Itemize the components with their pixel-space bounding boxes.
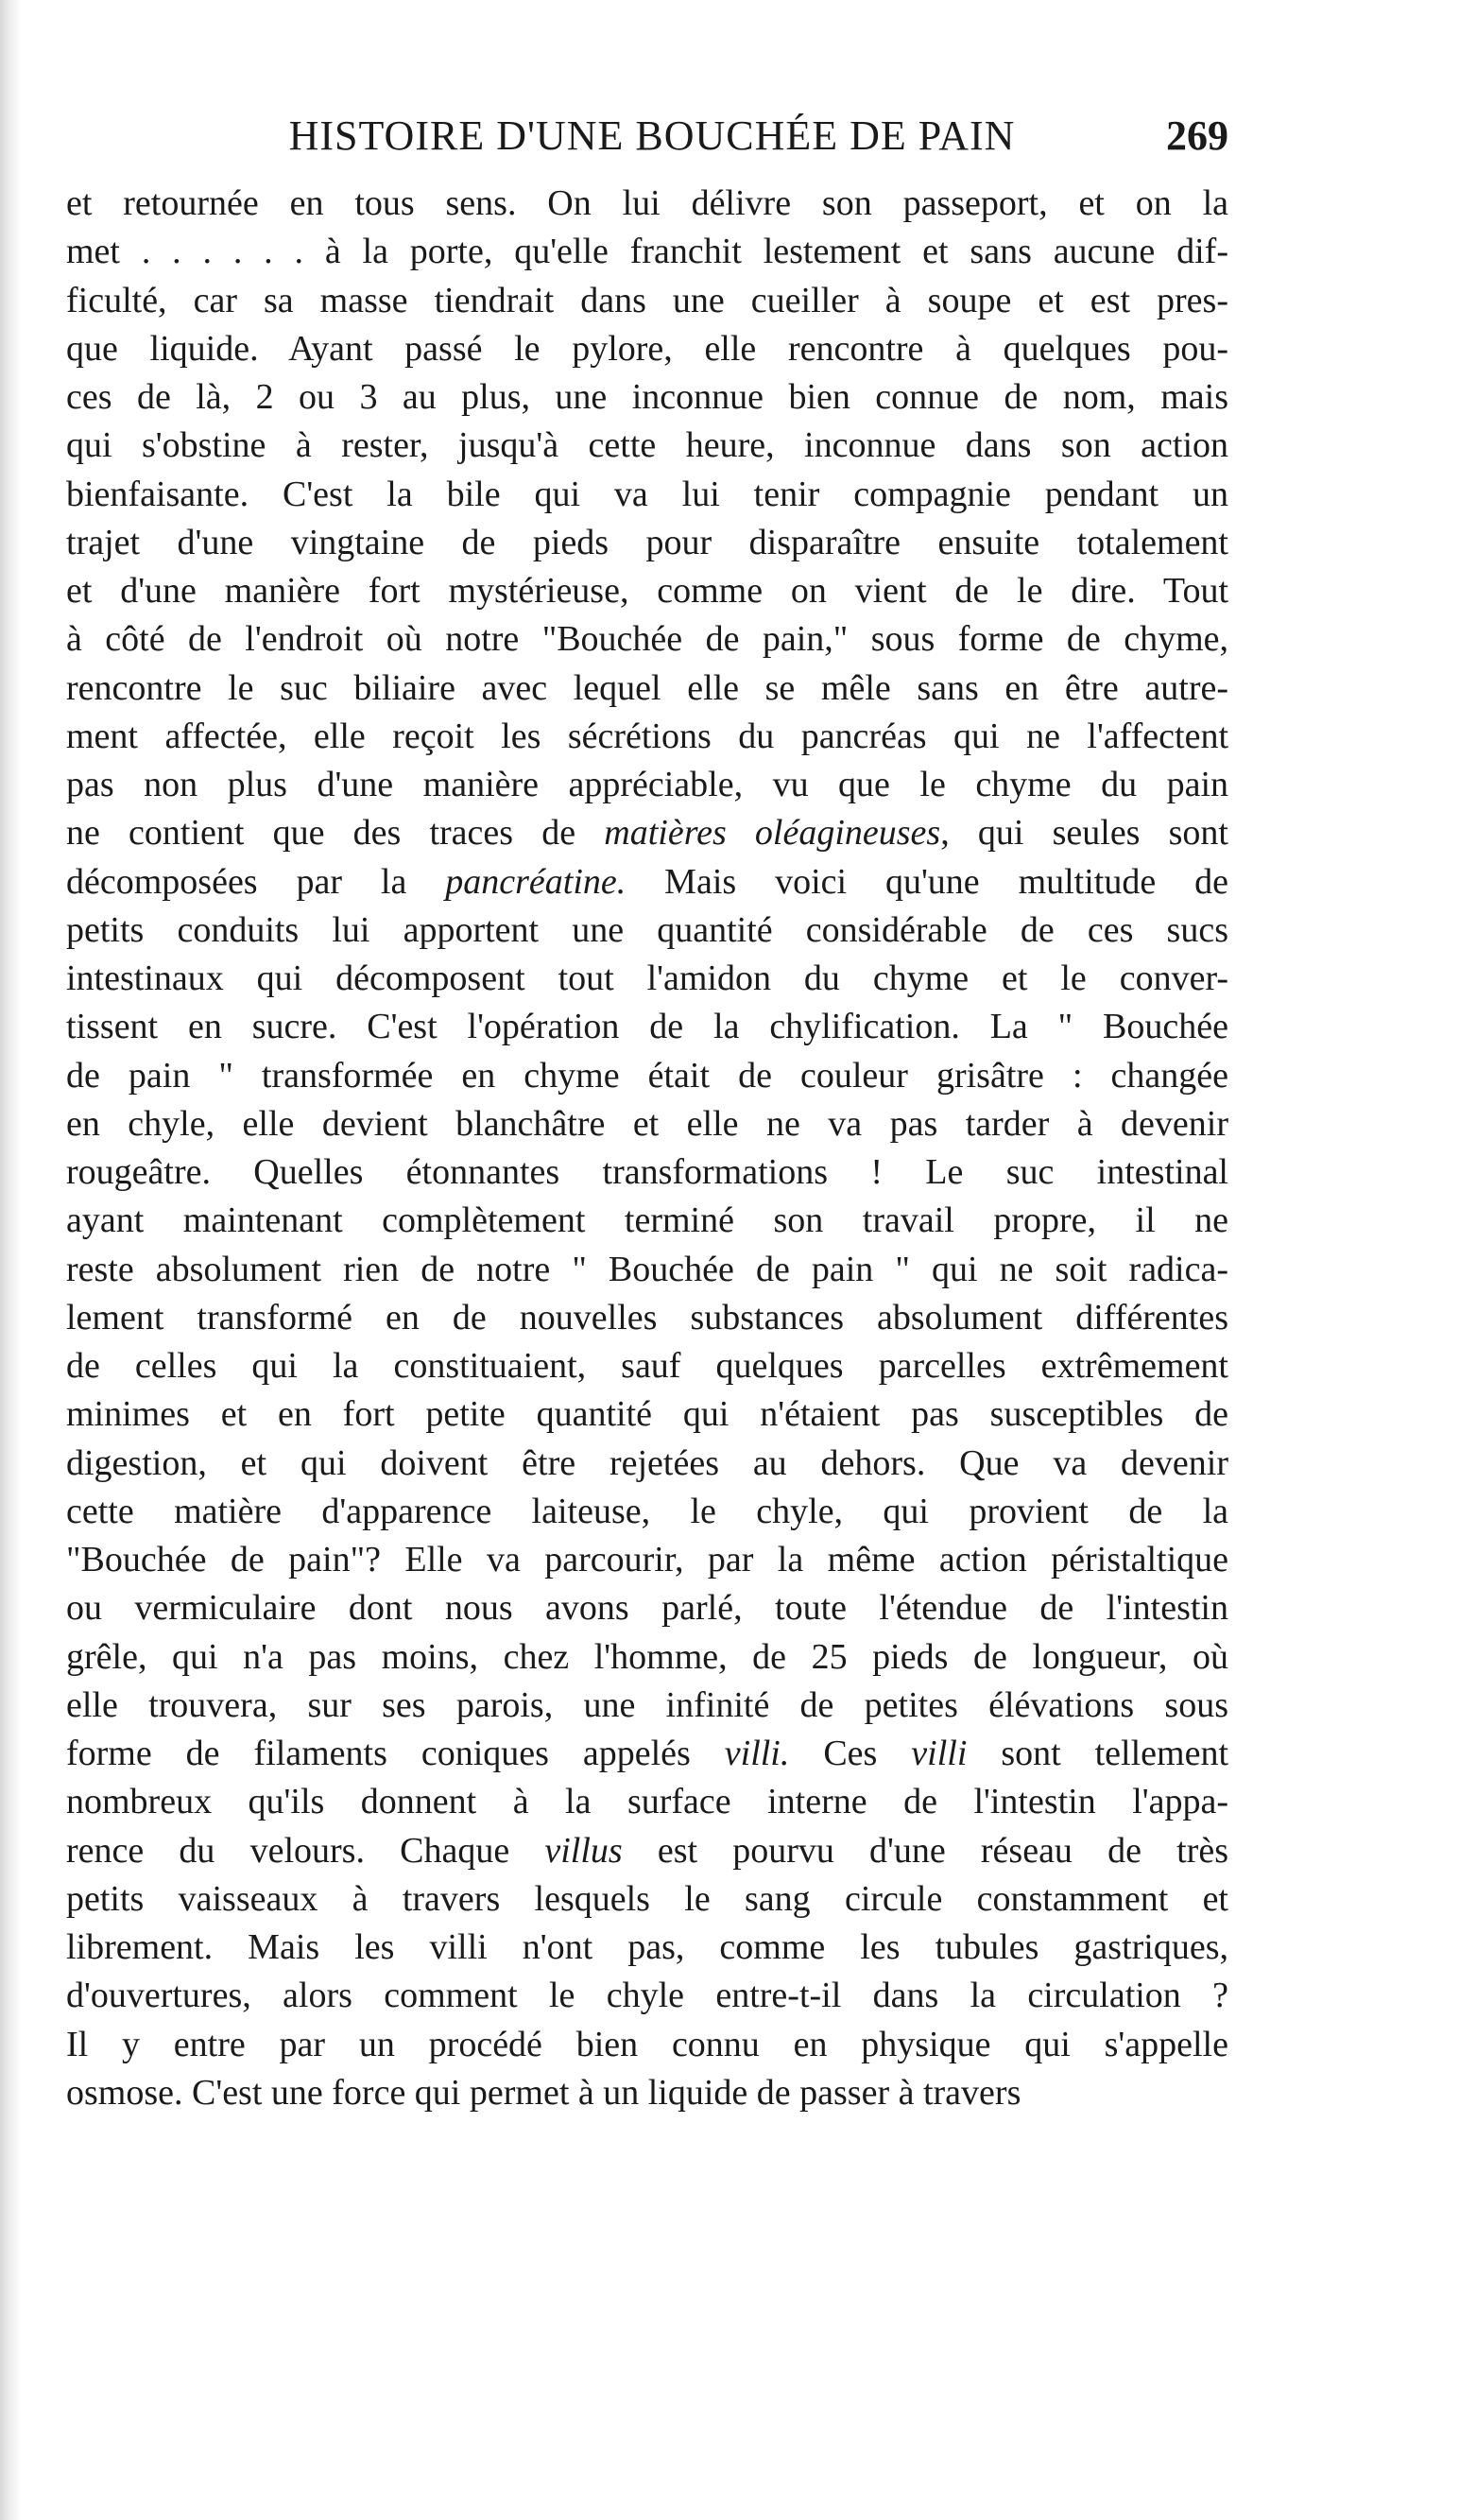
text-run: rence du velours. Chaque: [66, 1830, 545, 1871]
text-line: [66, 1052, 1228, 1100]
page-header: [227, 112, 1228, 168]
text-line: [66, 1342, 1228, 1390]
text-run: ayant maintenant complètement terminé son travail propre, il ne: [66, 1200, 1228, 1241]
text-run: que liquide. Ayant passé le pylore, elle rencontre à quelques pou-: [66, 328, 1228, 369]
text-run: est pourvu d'une réseau de très: [622, 1830, 1228, 1871]
text-line: [66, 1875, 1228, 1924]
page-spine-shadow: [0, 0, 21, 2520]
text-line: [66, 1924, 1228, 1972]
text-line: [66, 471, 1228, 519]
text-run: cette matière d'apparence laiteuse, le chyle, qui provient de la: [66, 1491, 1228, 1531]
text-run: ces de là, 2 ou 3 au plus, une inconnue bien connue de nom, mais: [66, 377, 1228, 417]
text-run: trajet d'une vingtaine de pieds pour disparaître ensuite totalement: [66, 522, 1228, 562]
text-run: ne contient que des traces de: [66, 813, 605, 854]
text-line: [66, 1246, 1228, 1294]
text-line: [66, 713, 1228, 761]
text-line: [66, 906, 1228, 955]
text-run: rougeâtre. Quelles étonnantes transformations ! Le suc intestinal: [66, 1152, 1228, 1192]
text-line: [66, 1778, 1228, 1826]
text-run: forme de filaments coniques appelés: [66, 1734, 725, 1773]
italic-term: villus: [544, 1830, 623, 1871]
text-run: à côté de l'endroit où notre "Bouchée de pain," sous forme de chyme,: [66, 619, 1228, 660]
text-run: rencontre le suc biliaire avec lequel elle se mêle sans en être autre-: [66, 667, 1228, 708]
text-run: librement. Mais les villi n'ont pas, comme les tubules gastriques,: [66, 1927, 1228, 1967]
text-line: [66, 277, 1228, 325]
text-run: grêle, qui n'a pas moins, chez l'homme, de 25 pieds de longueur, où: [66, 1636, 1228, 1677]
text-line: [66, 2021, 1228, 2069]
text-line: [66, 567, 1228, 615]
text-run: Mais voici qu'une multitude de: [626, 861, 1228, 902]
text-line: [66, 1148, 1228, 1197]
text-run: d'ouvertures, alors comment le chyle entre-t-il dans la circulation ?: [66, 1976, 1228, 2016]
text-run: elle trouvera, sur ses parois, une infinité de petites élévations sous: [66, 1684, 1228, 1725]
text-line: [66, 1682, 1228, 1730]
text-run: , qui seules sont: [940, 813, 1228, 854]
text-run: digestion, et qui doivent être rejetées au dehors. Que va devenir: [66, 1442, 1228, 1483]
text-line: [66, 1440, 1228, 1488]
running-title: HISTOIRE D'UNE BOUCHÉE DE PAIN: [288, 112, 1016, 159]
text-line: [66, 1003, 1228, 1051]
text-line: [66, 1730, 1228, 1778]
text-run: nombreux qu'ils donnent à la surface interne de l'intestin l'appa-: [66, 1782, 1228, 1822]
text-run: reste absolument rien de notre " Bouchée de pain " qui ne soit radica-: [66, 1249, 1228, 1289]
text-line: [66, 1633, 1228, 1682]
text-line: [66, 1294, 1228, 1342]
italic-term: villi.: [724, 1734, 790, 1773]
text-line: [66, 1390, 1228, 1439]
text-line: [66, 325, 1228, 373]
italic-term: pancréatine.: [445, 861, 627, 902]
text-run: pas non plus d'une manière appréciable, vu que le chyme du pain: [66, 765, 1228, 804]
italic-term: villi: [911, 1734, 968, 1773]
text-run: intestinaux qui décomposent tout l'amidon du chyme et le conver-: [66, 958, 1228, 998]
text-line: [66, 955, 1228, 1003]
text-run: petits conduits lui apportent une quantité considérable de ces sucs: [66, 909, 1228, 950]
text-run: sont tellement: [967, 1734, 1228, 1773]
text-run: osmose. C'est une force qui permet à un liquide de passer à travers: [66, 2072, 1021, 2113]
text-line: [66, 1827, 1228, 1875]
italic-term: matières oléagineuses: [604, 813, 941, 854]
text-run: tissent en sucre. C'est l'opération de la chylification. La " Bouchée: [66, 1007, 1228, 1047]
text-line: [66, 519, 1228, 567]
text-run: lement transformé en de nouvelles substances absolument différentes: [66, 1297, 1228, 1338]
text-line: [66, 2069, 1228, 2117]
text-run: et d'une manière fort mystérieuse, comme on vient de le dire. Tout: [66, 571, 1228, 611]
text-run: qui s'obstine à rester, jusqu'à cette heure, inconnue dans son action: [66, 425, 1228, 466]
text-line: [66, 373, 1228, 422]
text-run: et retournée en tous sens. On lui délivre son passeport, et on la: [66, 183, 1228, 223]
text-run: met . . . . . . à la porte, qu'elle franchit lestement et sans aucune dif-: [66, 232, 1228, 272]
text-line: [66, 1197, 1228, 1245]
text-line: [66, 665, 1228, 713]
text-line: [66, 858, 1228, 906]
text-run: bienfaisante. C'est la bile qui va lui tenir compagnie pendant un: [66, 474, 1228, 514]
text-run: décomposées par la: [66, 861, 446, 902]
text-run: de celles qui la constituaient, sauf quelques parcelles extrêmement: [66, 1346, 1228, 1386]
text-line: [66, 1584, 1228, 1632]
text-line: [66, 761, 1228, 809]
page-number: 269: [1166, 112, 1228, 159]
text-run: ment affectée, elle reçoit les sécrétions du pancréas qui ne l'affectent: [66, 716, 1228, 756]
text-run: en chyle, elle devient blanchâtre et elle ne va pas tarder à devenir: [66, 1103, 1228, 1144]
text-line: [66, 809, 1228, 857]
text-run: ficulté, car sa masse tiendrait dans une cueiller à soupe et est pres-: [66, 280, 1228, 320]
text-line: [66, 1488, 1228, 1536]
text-run: petits vaisseaux à travers lesquels le sang circule constamment et: [66, 1878, 1228, 1919]
body-text: [66, 180, 1228, 2117]
text-run: Il y entre par un procédé bien connu en physique qui s'appelle: [66, 2024, 1228, 2064]
text-line: [66, 1100, 1228, 1148]
text-line: [66, 1536, 1228, 1584]
text-run: de pain " transformée en chyme était de couleur grisâtre : changée: [66, 1055, 1228, 1096]
text-line: [66, 180, 1228, 228]
text-run: minimes et en fort petite quantité qui n'étaient pas susceptibles de: [66, 1394, 1228, 1435]
text-run: Ces: [789, 1734, 912, 1773]
text-line: [66, 615, 1228, 664]
text-run: ou vermiculaire dont nous avons parlé, toute l'étendue de l'intestin: [66, 1588, 1228, 1629]
text-line: [66, 1972, 1228, 2020]
text-line: [66, 422, 1228, 470]
text-line: [66, 228, 1228, 276]
text-run: "Bouchée de pain"? Elle va parcourir, par la même action péristaltique: [66, 1540, 1228, 1579]
